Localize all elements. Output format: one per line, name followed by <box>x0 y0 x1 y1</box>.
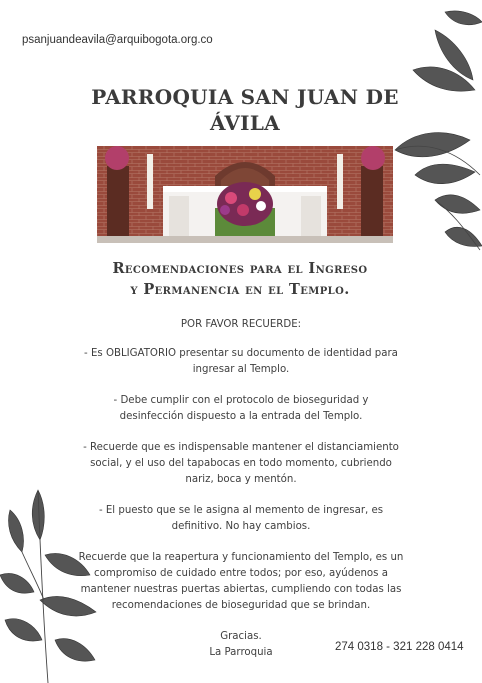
recommendation-1: - Es OBLIGATORIO presentar su documento de identidad para ingresar al Templo. <box>84 348 398 375</box>
phone-numbers: 274 0318 - 321 228 0414 <box>335 641 464 653</box>
subtitle-line-2: y Permanencia en el Templo. <box>130 281 350 298</box>
signature-text: La Parroquia <box>209 647 273 658</box>
subtitle-line-1: Recomendaciones para el Ingreso <box>112 260 368 277</box>
altar-image-icon <box>97 146 393 243</box>
altar-photo <box>97 146 393 243</box>
closing-text: Recuerde que la reapertura y funcionamiento del Templo, es un compromiso de cuidado entre todos; por eso, ayúdenos a mantener nuestras puertas abiertas, cumpliendo con todas las recomendaciones de bioseguridad que se brindan. <box>78 552 404 611</box>
section-subtitle <box>70 258 410 300</box>
email-address: psanjuandeavila@arquibogota.org.co <box>22 34 213 46</box>
page-title <box>80 84 410 136</box>
intro-text: POR FAVOR RECUERDE: <box>180 319 302 330</box>
title-line-2: ÁVILA <box>209 111 280 135</box>
title-line-1: PARROQUIA SAN JUAN DE <box>91 85 399 109</box>
thanks-text: Gracias. <box>220 631 262 642</box>
recommendation-3: - Recuerde que es indispensable mantener el distanciamiento social, y el uso del tapabocas en todo momento, cubriendo nariz, boca y mentón. <box>83 442 399 485</box>
recommendation-2: - Debe cumplir con el protocolo de bioseguridad y desinfección dispuesto a la entrada del Templo. <box>113 395 369 422</box>
recommendation-4: - El puesto que se le asigna al memento de ingresar, es definitivo. No hay cambios. <box>98 505 384 532</box>
